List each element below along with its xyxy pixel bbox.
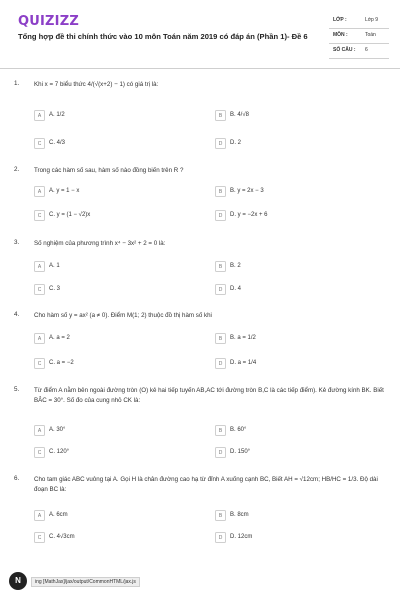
option-letter-box: D	[215, 210, 226, 221]
loading-status-text: ing [MathJax]/jax/output/CommonHTML/jax.js	[31, 577, 140, 587]
option-letter-box: C	[34, 447, 45, 458]
option-letter-box: C	[34, 284, 45, 295]
option-text: B. 4/√8	[230, 112, 249, 118]
option-letter-box: B	[215, 261, 226, 272]
option-b[interactable]	[215, 425, 365, 437]
option-c[interactable]	[34, 532, 184, 544]
option-a[interactable]	[34, 510, 184, 522]
option-text: A. a = 2	[49, 335, 70, 341]
meta-value: Lớp 9	[365, 17, 379, 23]
meta-value: Toán	[365, 32, 376, 38]
meta-label: MÔN :	[333, 32, 348, 38]
option-letter-box: D	[215, 358, 226, 369]
option-text: D. a = 1/4	[230, 360, 257, 366]
option-letter-box: B	[215, 110, 226, 121]
option-text: A. 1/2	[49, 112, 65, 118]
option-text: B. a = 1/2	[230, 335, 256, 341]
meta-row-count	[329, 44, 389, 59]
option-text: D. 2	[230, 140, 242, 146]
option-letter-box: A	[34, 186, 45, 197]
option-letter-box: D	[215, 532, 226, 543]
question-number: 6.	[14, 475, 20, 482]
option-d[interactable]	[215, 532, 365, 544]
option-text: B. 60°	[230, 427, 247, 433]
option-b[interactable]	[215, 510, 365, 522]
option-d[interactable]	[215, 447, 365, 459]
option-letter-box: A	[34, 425, 45, 436]
option-text: A. y = 1 − x	[49, 188, 80, 194]
option-text: D. 150°	[230, 449, 251, 455]
option-text: C. 4/3	[49, 140, 66, 146]
option-d[interactable]	[215, 358, 365, 370]
option-b[interactable]	[215, 333, 365, 345]
option-text: C. y = (1 − √2)x	[49, 212, 91, 218]
option-letter-box: D	[215, 284, 226, 295]
option-c[interactable]	[34, 447, 184, 459]
option-letter-box: D	[215, 138, 226, 149]
option-letter-box: B	[215, 510, 226, 521]
question-text: Khi x = 7 biểu thức 4/(√(x+2) − 1) có giá trị là:	[34, 81, 159, 88]
question-number: 1.	[14, 80, 20, 87]
header	[0, 0, 400, 68]
option-letter-box: A	[34, 510, 45, 521]
option-text: C. 120°	[49, 449, 70, 455]
option-letter-box: B	[215, 186, 226, 197]
option-d[interactable]	[215, 138, 365, 150]
question-text: Số nghiệm của phương trình x⁴ − 3x² + 2 = 0 là:	[34, 240, 166, 247]
meta-table	[329, 14, 389, 59]
option-a[interactable]	[34, 261, 184, 273]
option-c[interactable]	[34, 284, 184, 296]
option-c[interactable]	[34, 358, 184, 370]
option-letter-box: C	[34, 532, 45, 543]
question-number: 2.	[14, 166, 20, 173]
quizizz-logo: QUIZIZZ	[18, 14, 79, 29]
option-b[interactable]	[215, 186, 365, 198]
question-text: Từ điểm A nằm bên ngoài đường tròn (O) kẻ hai tiếp tuyến AB,AC tới đường tròn B,C là các tiếp điểm). Kẻ đường kính BK. Biết BÂC = 30°. Số đo của cung nhỏ CK là:	[34, 387, 384, 404]
option-a[interactable]	[34, 333, 184, 345]
option-b[interactable]	[215, 110, 365, 122]
option-text: A. 30°	[49, 427, 66, 433]
option-b[interactable]	[215, 261, 365, 273]
question-text: Trong các hàm số sau, hàm số nào đồng biến trên R ?	[34, 167, 184, 174]
header-divider	[0, 68, 400, 69]
question-text: Cho tam giác ABC vuông tại A. Gọi H là chân đường cao hạ từ đỉnh A xuống cạnh BC, Biết AH = √12cm; HB/HC = 1/3. Độ dài đoạn BC là:	[34, 476, 378, 493]
question-number: 5.	[14, 386, 20, 393]
option-a[interactable]	[34, 425, 184, 437]
option-d[interactable]	[215, 210, 365, 222]
page-title: Tổng hợp đề thi chính thức vào 10 môn Toán năm 2019 có đáp án (Phần 1)- Đề 6	[18, 32, 308, 41]
question-number: 4.	[14, 311, 20, 318]
option-text: A. 6cm	[49, 512, 68, 518]
option-letter-box: B	[215, 425, 226, 436]
option-a[interactable]	[34, 186, 184, 198]
option-d[interactable]	[215, 284, 365, 296]
option-letter-box: A	[34, 110, 45, 121]
option-text: B. 8cm	[230, 512, 249, 518]
question-number: 3.	[14, 239, 20, 246]
option-text: B. 2	[230, 263, 241, 269]
option-c[interactable]	[34, 210, 184, 222]
option-letter-box: A	[34, 333, 45, 344]
option-text: C. 3	[49, 286, 61, 292]
option-text: B. y = 2x − 3	[230, 188, 264, 194]
option-text: A. 1	[49, 263, 60, 269]
option-text: D. 12cm	[230, 534, 253, 540]
option-a[interactable]	[34, 110, 184, 122]
meta-row-subject	[329, 29, 389, 44]
meta-row-class	[329, 14, 389, 29]
meta-value: 6	[365, 47, 368, 53]
option-text: D. y = −2x + 6	[230, 212, 268, 218]
option-letter-box: C	[34, 358, 45, 369]
option-letter-box: D	[215, 447, 226, 458]
n-badge-icon[interactable]: N	[9, 572, 27, 590]
option-letter-box: A	[34, 261, 45, 272]
option-letter-box: C	[34, 210, 45, 221]
option-text: C. 4√3cm	[49, 534, 75, 540]
option-letter-box: B	[215, 333, 226, 344]
option-text: C. a = −2	[49, 360, 74, 366]
option-letter-box: C	[34, 138, 45, 149]
meta-label: LỚP :	[333, 17, 347, 23]
option-c[interactable]	[34, 138, 184, 150]
question-text: Cho hàm số y = ax² (a ≠ 0). Điểm M(1; 2) thuộc đồ thị hàm số khi	[34, 312, 212, 319]
option-text: D. 4	[230, 286, 242, 292]
meta-label: SỐ CÂU :	[333, 47, 356, 53]
